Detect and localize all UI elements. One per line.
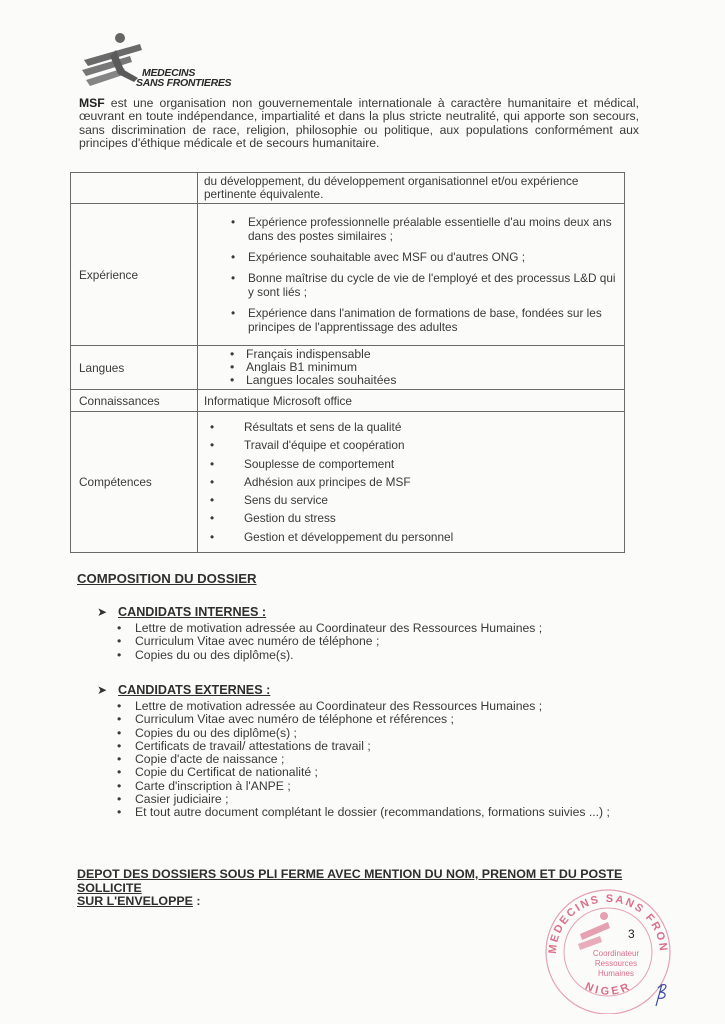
table-row — [71, 173, 625, 204]
externes-list — [117, 700, 610, 820]
table-row — [71, 204, 625, 346]
intro-text: est une organisation non gouvernementale internationale à caractère humanitaire et médical, œuvrant en toute indépendance, impartialité et dans la plus stricte neutralité, qui apporte son secours, sans discrimination de race, religion, philosophie ou politique, aux populations conformément aux principes d'éthique médicale et de secours humanitaire. — [79, 96, 639, 151]
page-number: 3 — [628, 927, 635, 941]
list-item: • Et tout autre document complétant le dossier (recommandations, formations suivies ...) ; — [117, 806, 610, 819]
list-item: • Curriculum Vitae avec numéro de téléphone ; — [117, 635, 542, 648]
logo-line2: SANS FRONTIERES — [136, 77, 232, 89]
list-item: • Gestion du stress — [204, 509, 618, 527]
official-stamp — [538, 884, 678, 1014]
list-item: • Copie du Certificat de nationalité ; — [117, 766, 610, 779]
list-item: • Expérience professionnelle préalable essentielle d'au moins deux ans dans des postes similaires ; — [204, 215, 618, 243]
competences-list — [204, 418, 618, 545]
signature-icon — [656, 984, 666, 1006]
row-label — [71, 173, 198, 204]
list-item: • Curriculum Vitae avec numéro de téléphone et références ; — [117, 713, 610, 726]
msf-logo — [80, 30, 240, 90]
list-item: • Adhésion aux principes de MSF — [204, 473, 618, 491]
list-item: • Copies du ou des diplôme(s). — [117, 649, 542, 662]
table-row — [71, 412, 625, 553]
row-value: du développement, du développement organisationnel et/ou expérience pertinente équivalente. — [198, 173, 625, 204]
requirements-table — [70, 172, 625, 553]
stamp-ring-top: MEDECINS SANS FRON — [546, 892, 670, 955]
list-item: • Copie d'acte de naissance ; — [117, 753, 610, 766]
list-item: • Expérience dans l'animation de formations de base, fondées sur les principes de l'apprentissage des adultes — [204, 306, 618, 334]
languages-list — [204, 348, 618, 387]
composition-title: COMPOSITION DU DOSSIER — [77, 571, 257, 586]
logo-line1: MEDECINS — [142, 67, 196, 79]
list-item: • Langues locales souhaitées — [204, 374, 618, 387]
depot-suffix: : — [192, 894, 201, 908]
stamp-seal-icon — [538, 884, 678, 1014]
row-label: Connaissances — [71, 390, 198, 412]
list-item: • Travail d'équipe et coopération — [204, 436, 618, 454]
row-label: Compétences — [71, 412, 198, 553]
list-item: • Français indispensable — [204, 348, 618, 361]
stamp-center-3: Humaines — [597, 969, 635, 978]
list-item: • Anglais B1 minimum — [204, 361, 618, 374]
list-item: • Résultats et sens de la qualité — [204, 418, 618, 436]
internes-title: CANDIDATS INTERNES : — [118, 605, 267, 619]
intro-paragraph — [79, 97, 639, 151]
depot-line2: SUR L'ENVELOPPE — [77, 894, 193, 908]
list-item: • Casier judiciaire ; — [117, 793, 610, 806]
arrow-bullet-icon: ➤ — [97, 605, 108, 619]
list-item: • Sens du service — [204, 491, 618, 509]
depot-line1: DEPOT DES DOSSIERS SOUS PLI FERME AVEC MENTION DU NOM, PRENOM ET DU POSTE SOLLICITE — [77, 867, 623, 895]
intro-lead: MSF — [79, 96, 105, 110]
list-item: • Certificats de travail/ attestations de travail ; — [117, 740, 610, 753]
list-item: • Expérience souhaitable avec MSF ou d'autres ONG ; — [204, 250, 618, 264]
internes-list — [117, 622, 542, 662]
list-item: • Carte d'inscription à l'ANPE ; — [117, 780, 610, 793]
externes-title: CANDIDATS EXTERNES : — [118, 683, 271, 697]
row-label: Expérience — [71, 204, 198, 346]
table-row — [71, 390, 625, 412]
row-label: Langues — [71, 346, 198, 390]
stamp-ring-bottom: NIGER — [583, 980, 634, 998]
list-item: • Bonne maîtrise du cycle de vie de l'employé et des processus L&D qui y sont liés ; — [204, 271, 618, 299]
list-item: • Souplesse de comportement — [204, 455, 618, 473]
table-row — [71, 346, 625, 390]
stamp-center-2: Ressources — [594, 959, 638, 968]
list-item: • Gestion et développement du personnel — [204, 528, 618, 546]
row-value: Informatique Microsoft office — [198, 390, 625, 412]
svg-text:NIGER — [583, 980, 633, 998]
experience-list — [204, 215, 618, 334]
list-item: • Copies du ou des diplôme(s) ; — [117, 727, 610, 740]
list-item: • Lettre de motivation adressée au Coordinateur des Ressources Humaines ; — [117, 622, 542, 635]
arrow-bullet-icon: ➤ — [97, 683, 108, 697]
stamp-center-1: Coordinateur — [592, 949, 640, 958]
list-item: • Lettre de motivation adressée au Coordinateur des Ressources Humaines ; — [117, 700, 610, 713]
